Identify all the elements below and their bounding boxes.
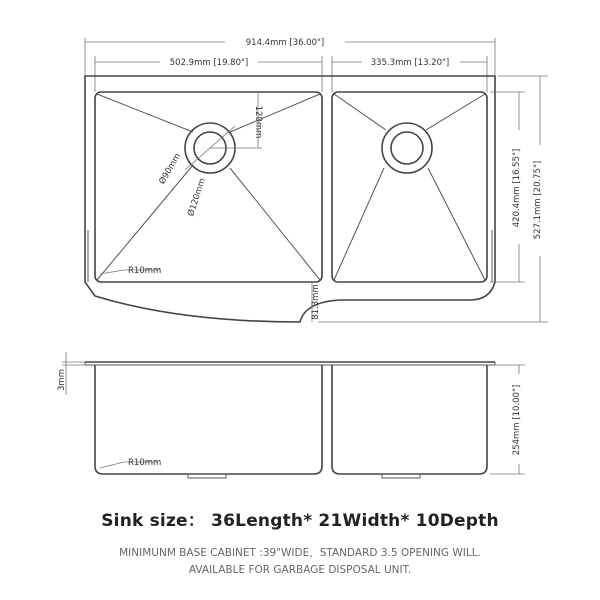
left-bowl-width-label: 502.9mm [19.80"] — [169, 58, 249, 68]
right-drain-outer — [382, 123, 432, 173]
sink-outline-top — [85, 76, 495, 322]
right-bowl-slope-br — [428, 168, 485, 280]
overall-depth-label: 527.1mm [20.75"] — [533, 160, 543, 240]
height-label: 254mm [10.00"] — [512, 384, 522, 456]
right-bowl-slope-tr — [426, 94, 485, 130]
caption — [0, 506, 600, 576]
left-bowl-slope-tl — [97, 94, 193, 132]
left-bowl-slope-bl — [97, 165, 193, 280]
side-view — [57, 352, 525, 478]
drain-small-diameter-label: Ø90mm — [157, 151, 184, 187]
drain-offset-label: 120mm — [253, 105, 263, 139]
radius-label-side: R10mm — [128, 458, 162, 468]
right-bowl-width-label: 335.3mm [13.20"] — [370, 58, 450, 68]
apron-depth-label: 81.3mm — [311, 284, 321, 320]
cabinet-note-line2: AVAILABLE FOR GARBAGE DISPOSAL UNIT. — [188, 564, 412, 576]
rim-thickness-label: 3mm — [57, 369, 67, 391]
drain-large-diameter-label: Ø120mm — [186, 177, 208, 218]
left-bowl-slope-br — [230, 168, 320, 280]
cabinet-note-line1: MINIMUNM BASE CABINET :39"WIDE，STANDARD 3.5 OPENING WILL. — [119, 547, 481, 559]
right-drain-inner — [391, 132, 423, 164]
left-bowl-slope-tr — [230, 94, 320, 132]
radius-label-top: R10mm — [128, 266, 162, 276]
bowl-depth-label: 420.4mm [16.55"] — [512, 148, 522, 228]
radius-leader-side — [100, 462, 124, 468]
top-view — [85, 38, 548, 322]
sink-size-heading: Sink size： 36Length* 21Width* 10Depth — [101, 511, 499, 531]
right-bowl-slope-bl — [334, 168, 384, 280]
side-right-bowl — [332, 365, 487, 474]
right-bowl-slope-tl — [334, 94, 386, 130]
left-bowl — [95, 92, 322, 282]
right-bowl — [332, 92, 487, 282]
overall-width-label: 914.4mm [36.00"] — [245, 38, 325, 48]
